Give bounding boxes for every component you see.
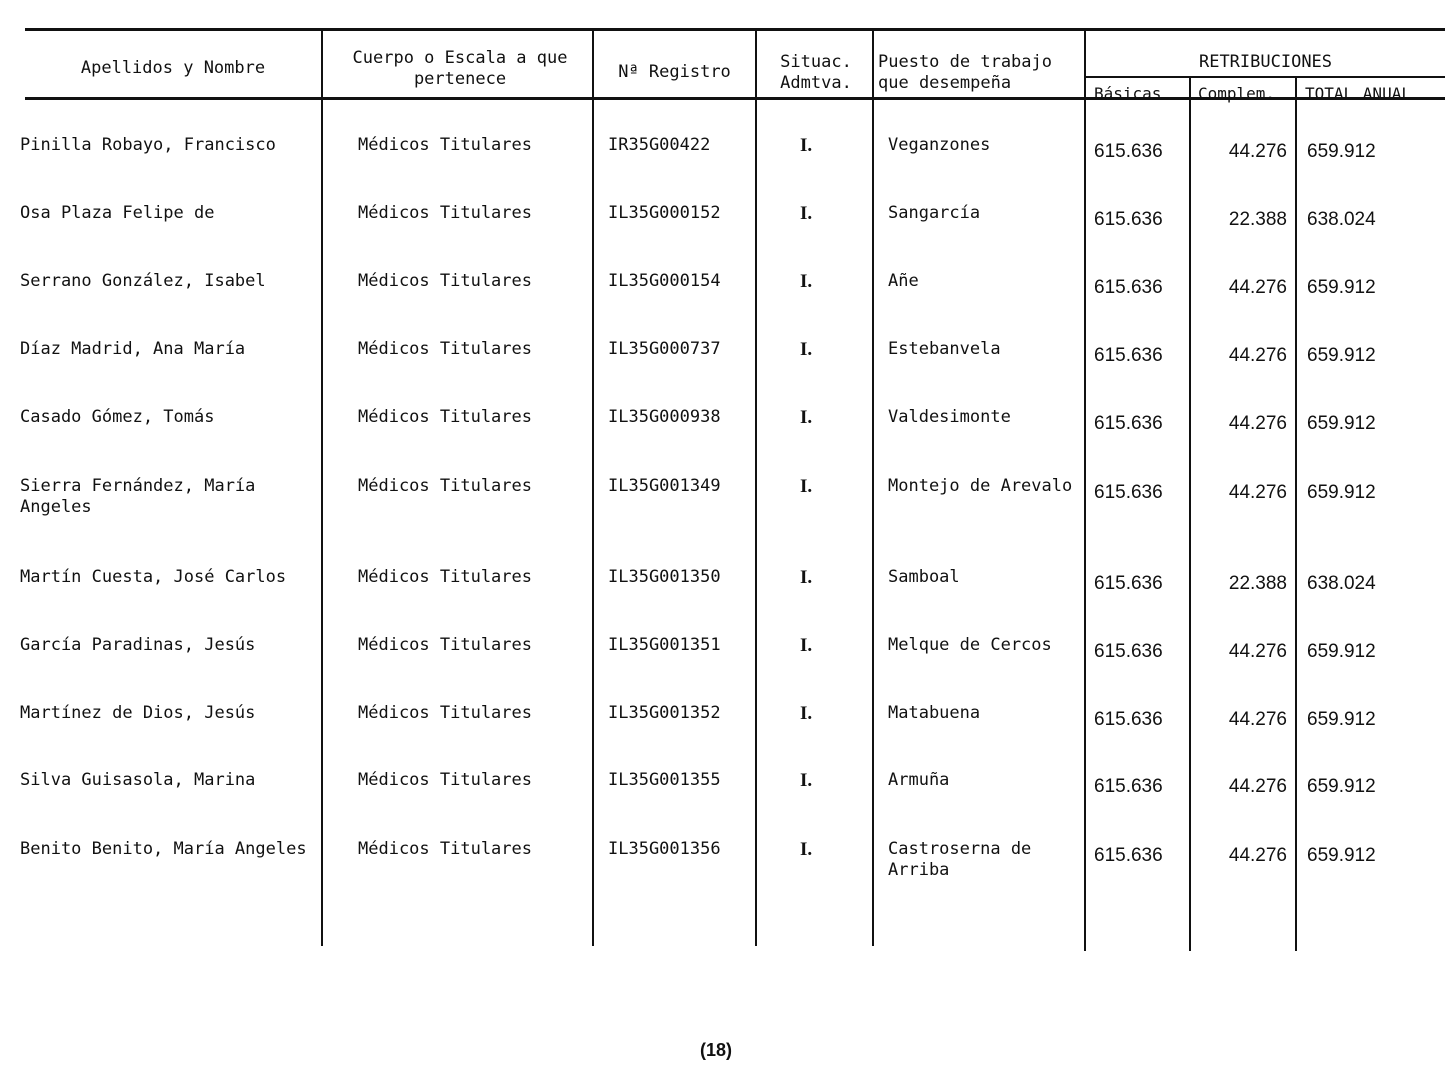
cell-registro: IL35G001352 [608,703,721,723]
cell-name: Sierra Fernández, María Angeles [20,476,256,517]
cell-complem: 44.276 [1228,141,1287,162]
cell-situac: I. [800,407,813,428]
cell-complem: 44.276 [1228,776,1287,797]
cell-basicas: 615.636 [1094,845,1163,866]
cell-name: Martín Cuesta, José Carlos [20,567,287,587]
cell-cuerpo: Médicos Titulares [358,635,532,655]
cell-complem: 22.388 [1228,573,1287,594]
cell-cuerpo: Médicos Titulares [358,203,532,223]
cell-total: 659.912 [1307,641,1376,662]
cell-cuerpo: Médicos Titulares [358,567,532,587]
header-situac: Situac. Admtva. [780,52,852,93]
cell-total: 659.912 [1307,482,1376,503]
header-complem: Complem. [1198,84,1276,103]
cell-situac: I. [800,703,813,724]
cell-basicas: 615.636 [1094,641,1163,662]
cell-situac: I. [800,770,813,791]
cell-registro: IL35G000154 [608,271,721,291]
col-rule-2 [592,31,594,946]
cell-total: 659.912 [1307,845,1376,866]
cell-puesto: Valdesimonte [888,407,1011,427]
cell-registro: IL35G001349 [608,476,721,496]
cell-registro: IL35G000737 [608,339,721,359]
cell-puesto: Añe [888,271,919,291]
cell-complem: 44.276 [1228,641,1287,662]
cell-registro: IL35G001356 [608,839,721,859]
cell-basicas: 615.636 [1094,776,1163,797]
cell-complem: 44.276 [1228,845,1287,866]
retribuciones-underline [1086,76,1445,78]
cell-complem: 44.276 [1228,482,1287,503]
cell-cuerpo: Médicos Titulares [358,839,532,859]
cell-name: Serrano González, Isabel [20,271,266,291]
cell-situac: I. [800,839,813,860]
cell-name: Osa Plaza Felipe de [20,203,215,223]
cell-complem: 22.388 [1228,209,1287,230]
header-name: Apellidos y Nombre [80,58,266,78]
cell-situac: I. [800,567,813,588]
cell-complem: 44.276 [1228,277,1287,298]
cell-cuerpo: Médicos Titulares [358,770,532,790]
col-rule-4 [872,31,874,946]
cell-puesto: Estebanvela [888,339,1001,359]
cell-total: 659.912 [1307,776,1376,797]
cell-puesto: Samboal [888,567,960,587]
cell-basicas: 615.636 [1094,345,1163,366]
cell-situac: I. [800,476,813,497]
col-rule-3 [755,31,757,946]
cell-complem: 44.276 [1228,345,1287,366]
cell-puesto: Sangarcía [888,203,981,223]
cell-total: 659.912 [1307,277,1376,298]
col-rule-5 [1084,31,1086,951]
cell-puesto: Melque de Cercos [888,635,1052,655]
cell-puesto: Armuña [888,770,950,790]
cell-cuerpo: Médicos Titulares [358,271,532,291]
cell-basicas: 615.636 [1094,482,1163,503]
cell-name: Díaz Madrid, Ana María [20,339,246,359]
cell-total: 638.024 [1307,573,1376,594]
cell-name: Casado Gómez, Tomás [20,407,215,427]
cell-cuerpo: Médicos Titulares [358,476,532,496]
cell-total: 659.912 [1307,141,1376,162]
cell-complem: 44.276 [1228,413,1287,434]
cell-cuerpo: Médicos Titulares [358,339,532,359]
cell-name: Benito Benito, María Angeles [20,839,307,859]
cell-cuerpo: Médicos Titulares [358,135,532,155]
cell-complem: 44.276 [1228,709,1287,730]
cell-situac: I. [800,635,813,656]
cell-situac: I. [800,271,813,292]
cell-puesto: Castroserna de Arriba [888,839,1032,880]
cell-cuerpo: Médicos Titulares [358,407,532,427]
header-basicas: Básicas [1094,84,1162,103]
cell-registro: IL35G001355 [608,770,721,790]
cell-situac: I. [800,203,813,224]
top-rule [25,28,1445,31]
cell-name: Martínez de Dios, Jesús [20,703,256,723]
cell-registro: IL35G000152 [608,203,721,223]
cell-basicas: 615.636 [1094,709,1163,730]
cell-name: Silva Guisasola, Marina [20,770,256,790]
cell-basicas: 615.636 [1094,573,1163,594]
cell-basicas: 615.636 [1094,277,1163,298]
cell-registro: IL35G001350 [608,567,721,587]
cell-cuerpo: Médicos Titulares [358,703,532,723]
header-total: TOTAL ANUAL [1305,84,1411,103]
header-cuerpo: Cuerpo o Escala a que pertenece [352,48,568,89]
cell-registro: IR35G00422 [608,135,711,155]
cell-total: 659.912 [1307,345,1376,366]
header-retribuciones: RETRIBUCIONES [1198,52,1333,72]
cell-basicas: 615.636 [1094,413,1163,434]
cell-puesto: Montejo de Arevalo [888,476,1073,496]
cell-situac: I. [800,339,813,360]
cell-total: 638.024 [1307,209,1376,230]
header-registro: Nª Registro [618,62,731,82]
cell-registro: IL35G001351 [608,635,721,655]
cell-name: García Paradinas, Jesús [20,635,256,655]
cell-registro: IL35G000938 [608,407,721,427]
col-rule-7 [1295,78,1297,951]
cell-basicas: 615.636 [1094,141,1163,162]
col-rule-1 [321,31,323,946]
cell-situac: I. [800,135,813,156]
cell-puesto: Matabuena [888,703,981,723]
cell-puesto: Veganzones [888,135,991,155]
header-puesto: Puesto de trabajo que desempeña [878,52,1052,93]
cell-basicas: 615.636 [1094,209,1163,230]
cell-name: Pinilla Robayo, Francisco [20,135,276,155]
page-number: (18) [700,1040,733,1060]
cell-total: 659.912 [1307,709,1376,730]
cell-total: 659.912 [1307,413,1376,434]
